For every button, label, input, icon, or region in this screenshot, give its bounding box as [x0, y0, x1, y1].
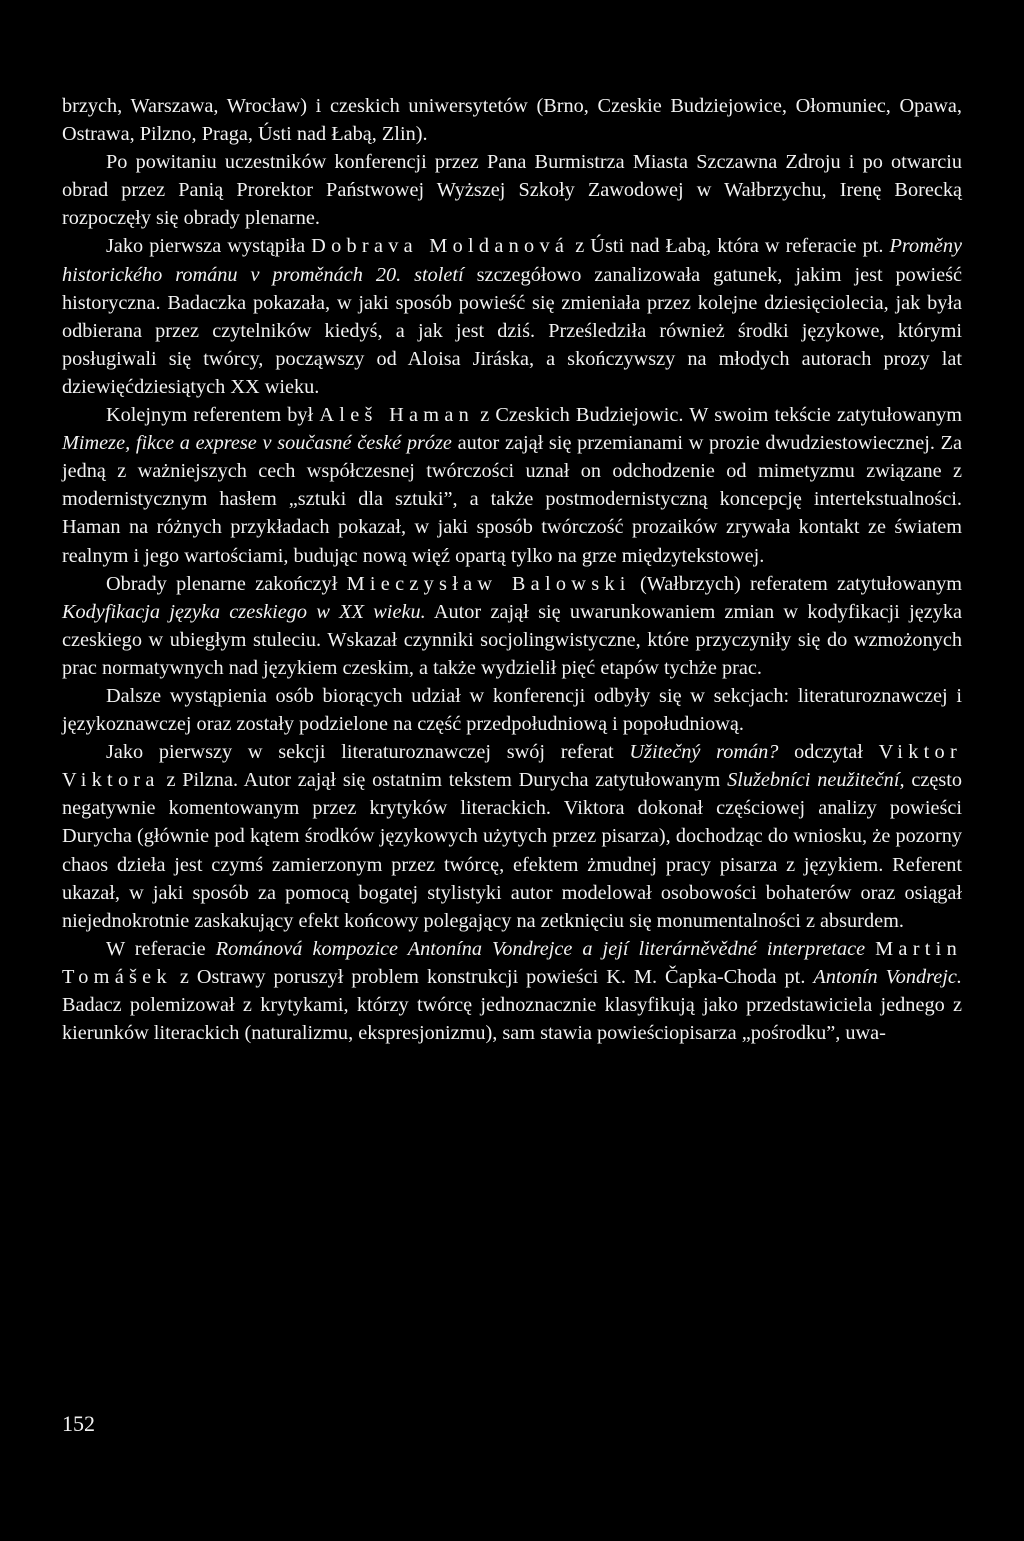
title-italic: Kodyfikacja języka czeskiego w XX wieku. — [62, 600, 426, 623]
text-run: z Pilzna. Autor zajął się ostatnim tekstem Durycha zatytułowanym — [159, 769, 728, 792]
author-name: Martin Tomášek — [62, 937, 962, 988]
text-run: z Czeskich Budziejowic. W swoim tekście zatytułowanym — [474, 404, 963, 427]
text-run: W referacie — [106, 937, 216, 960]
title-italic: Proměny historického románu v proměnách 20. století — [62, 235, 962, 286]
author-name: Viktor Viktora — [62, 741, 962, 792]
text-run: Badacz polemizował z krytykami, którzy twórcę jednoznacznie klasyfikują jako przedstawiciela jednego z kierunków literackich (naturalizmu, ekspresjonizmu), sam stawia powieściopisarza „pośrodku”, uwa- — [62, 994, 962, 1045]
title-italic: Mimeze, fikce a exprese v současné české próze — [62, 432, 452, 455]
page-number: 152 — [62, 1411, 95, 1436]
page-body-text — [62, 92, 962, 1047]
author-name: Dobrava Moldanová — [311, 235, 570, 258]
text-run: z Ostrawy poruszył problem konstrukcji powieści K. M. Čapka-Choda pt. — [171, 965, 814, 988]
title-italic: Antonín Vondrejc. — [813, 965, 962, 988]
paragraph — [62, 92, 962, 148]
text-run: Jako pierwsza wystąpiła — [106, 235, 312, 258]
text-run: szczegółowo zanalizowała gatunek, jakim jest powieść historyczna. Badaczka pokazała, w jaki sposób powieść się zmieniała przez kolejne dziesięciolecia, jak była odbierana przez czytelników kiedyś, a jak jest dziś. Prześledziła również środki językowe, którymi posługiwali się twórcy, począwszy od Aloisa Jiráska, a skończywszy na młodych autorach prozy lat dziewięćdziesiątych XX wieku. — [62, 263, 962, 398]
text-run: często negatywnie komentowanym przez krytyków literackich. Viktora dokonał częściowej analizy powieści Durycha (głównie pod kątem środków językowych użytych przez pisarza), dochodząc do wniosku, że pozorny chaos dzieła jest czymś zamierzonym przez twórcę, efektem żmudnej pracy pisarza z językiem. Referent ukazał, w jaki sposób za pomocą bogatej stylistyki autor modelował osobowości bohaterów oraz osiągał niejednokrotnie zaskakujący efekt końcowy polegający na zetknięciu się monumentalności z absurdem. — [62, 769, 962, 932]
author-name: Aleš Haman — [319, 404, 475, 427]
text-run: Autor zajął się uwarunkowaniem zmian w kodyfikacji języka czeskiego w ubiegłym stuleciu. Wskazał czynniki socjolingwistyczne, które przyczyniły się do wzmożonych prac normatywnych nad językiem czeskim, a także wydzielił pięć etapów tychże prac. — [62, 600, 962, 679]
author-name: Mieczysław Balowski — [346, 572, 631, 595]
paragraph — [62, 148, 962, 232]
text-run: Jako pierwszy w sekcji literaturoznawczej swój referat — [106, 741, 630, 764]
text-run: z Ústi nad Łabą, która w referacie pt. — [569, 235, 890, 258]
paragraph — [62, 232, 962, 401]
paragraph — [62, 935, 962, 1047]
text-run: Obrady plenarne zakończył — [106, 572, 347, 595]
paragraph — [62, 738, 962, 935]
paragraph — [62, 682, 962, 738]
text-run: Po powitaniu uczestników konferencji przez Pana Burmistrza Miasta Szczawna Zdroju i po otwarciu obrad przez Panią Prorektor Państwowej Wyższej Szkoły Zawodowej w Wałbrzychu, Irenę Borecką rozpoczęły się obrady plenarne. — [62, 151, 962, 230]
text-run: autor zajął się przemianami w prozie dwudziestowiecznej. Za jedną z ważniejszych cech współczesnej twórczości uznał on odchodzenie od mimetyzmu związane z modernistycznym hasłem „sztuki dla sztuki”, a także postmodernistyczną koncepcję intertekstualności. Haman na różnych przykładach pokazał, w jaki sposób twórczość prozaików zrywała kontakt ze światem realnym i jego wartościami, budując nową więź opartą tylko na grze międzytekstowej. — [62, 432, 962, 567]
text-run: (Wałbrzych) referatem zatytułowanym — [630, 572, 962, 595]
title-italic: Románová kompozice Antonína Vondrejce a její literárněvědné interpretace — [215, 937, 866, 960]
paragraph — [62, 570, 962, 682]
text-run: brzych, Warszawa, Wrocław) i czeskich uniwersytetów (Brno, Czeskie Budziejowice, Ołomuniec, Opawa, Ostrawa, Pilzno, Praga, Ústi nad Łabą, Zlin). — [62, 95, 962, 146]
text-run: Dalsze wystąpienia osób biorących udział w konferencji odbyły się w sekcjach: literaturoznawczej i językoznawczej oraz zostały podzielone na część przedpołudniową i popołudniową. — [62, 684, 962, 736]
title-italic: Služebníci neužiteční, — [727, 769, 905, 792]
paragraph — [62, 401, 962, 570]
text-run: Kolejnym referentem był — [106, 404, 320, 427]
text-run: odczytał — [778, 741, 879, 764]
title-italic: Užitečný román? — [629, 741, 779, 764]
text-run — [865, 938, 875, 960]
